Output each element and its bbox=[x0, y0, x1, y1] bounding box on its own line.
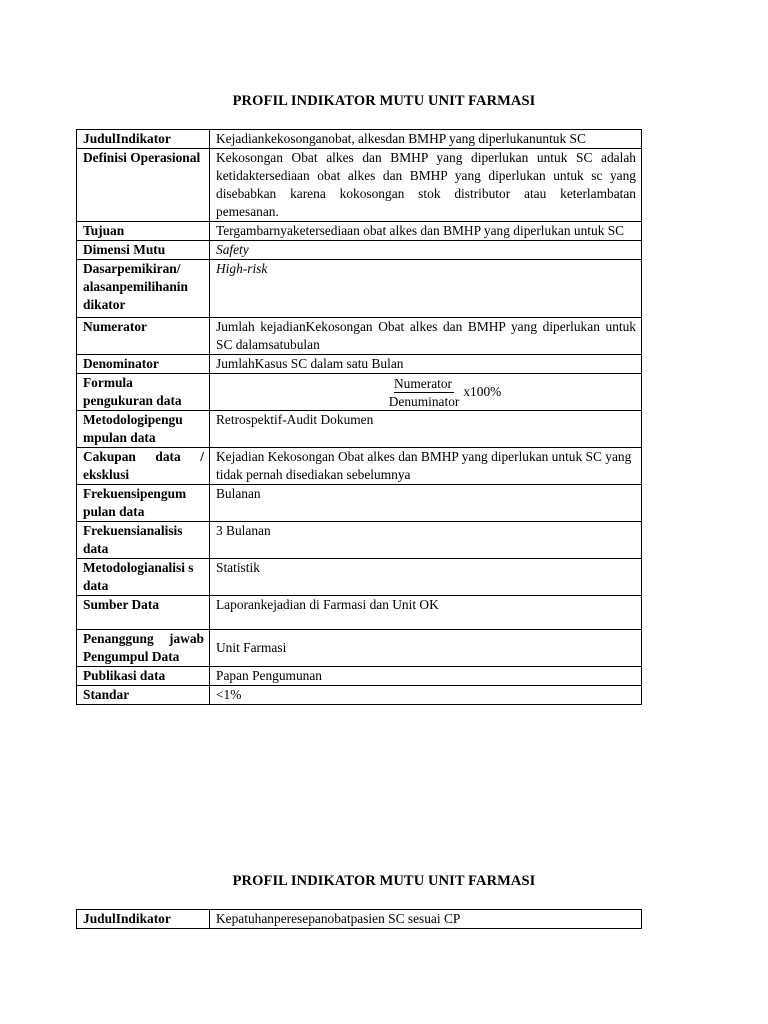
row-value: Safety bbox=[210, 241, 642, 260]
row-value: Retrospektif-Audit Dokumen bbox=[210, 411, 642, 448]
row-label: Metodologianalisi s data bbox=[77, 559, 210, 596]
table-row bbox=[77, 149, 642, 222]
table-row bbox=[77, 630, 642, 667]
row-label: Cakupan data / eksklusi bbox=[77, 448, 210, 485]
table-row bbox=[77, 667, 642, 686]
row-label: Dasarpemikiran/ alasanpemilihanin dikator bbox=[77, 260, 210, 318]
row-label: Dimensi Mutu bbox=[77, 241, 210, 260]
row-label: Tujuan bbox=[77, 222, 210, 241]
row-value: Jumlah kejadianKekosongan Obat alkes dan BMHP yang diperlukan untuk SC dalamsatubulan bbox=[210, 318, 642, 355]
formula-cell bbox=[210, 374, 642, 411]
row-label: Penanggung jawab Pengumpul Data bbox=[77, 630, 210, 667]
table-row bbox=[77, 485, 642, 522]
row-label: JudulIndikator bbox=[77, 910, 210, 929]
row-label: Formula pengukuran data bbox=[77, 374, 210, 411]
table-row bbox=[77, 355, 642, 374]
row-value: Tergambarnyaketersediaan obat alkes dan BMHP yang diperlukan untuk SC bbox=[210, 222, 642, 241]
row-label: Sumber Data bbox=[77, 596, 210, 630]
row-value: JumlahKasus SC dalam satu Bulan bbox=[210, 355, 642, 374]
row-value: Kejadiankekosonganobat, alkesdan BMHP yang diperlukanuntuk SC bbox=[210, 130, 642, 149]
table-row bbox=[77, 448, 642, 485]
row-value: Papan Pengumunan bbox=[210, 667, 642, 686]
table-row bbox=[77, 411, 642, 448]
table-row bbox=[77, 559, 642, 596]
row-label: JudulIndikator bbox=[77, 130, 210, 149]
table-row bbox=[77, 222, 642, 241]
row-value: Kejadian Kekosongan Obat alkes dan BMHP yang diperlukan untuk SC yang tidak pernah disediakan sebelumnya bbox=[210, 448, 642, 485]
indicator-profile-table bbox=[76, 129, 642, 705]
formula bbox=[216, 374, 636, 410]
row-value: Unit Farmasi bbox=[210, 630, 642, 667]
row-label: Denominator bbox=[77, 355, 210, 374]
row-label: Standar bbox=[77, 686, 210, 705]
table-row bbox=[77, 596, 642, 630]
row-value: Laporankejadian di Farmasi dan Unit OK bbox=[210, 596, 642, 630]
row-value: 3 Bulanan bbox=[210, 522, 642, 559]
table-row bbox=[77, 260, 642, 318]
fraction bbox=[389, 375, 460, 410]
table-row bbox=[77, 374, 642, 411]
table-row bbox=[77, 318, 642, 355]
row-label: Frekuensipengum pulan data bbox=[77, 485, 210, 522]
row-label: Metodologipengu mpulan data bbox=[77, 411, 210, 448]
row-label: Publikasi data bbox=[77, 667, 210, 686]
indicator-profile-table-2 bbox=[76, 909, 642, 929]
row-value: Statistik bbox=[210, 559, 642, 596]
page-title: PROFIL INDIKATOR MUTU UNIT FARMASI bbox=[232, 93, 536, 109]
page-title-2: PROFIL INDIKATOR MUTU UNIT FARMASI bbox=[232, 873, 536, 889]
row-value: High-risk bbox=[210, 260, 642, 318]
table-row bbox=[77, 686, 642, 705]
table-row bbox=[77, 910, 642, 929]
table-row bbox=[77, 130, 642, 149]
table-row bbox=[77, 522, 642, 559]
table-row bbox=[77, 241, 642, 260]
row-label: Definisi Operasional bbox=[77, 149, 210, 222]
row-value: Bulanan bbox=[210, 485, 642, 522]
row-label: Frekuensianalisis data bbox=[77, 522, 210, 559]
formula-numerator: Numerator bbox=[394, 375, 453, 391]
formula-denominator: Denuminator bbox=[388, 393, 460, 409]
row-value: Kekosongan Obat alkes dan BMHP yang diperlukan untuk SC adalah ketidaktersediaan obat alkes dan BMHP yang diperlukan untuk sc yang disebabkan karena kokosongan stok distributor atau keterlambatan pemesanan. bbox=[210, 149, 642, 222]
row-label: Numerator bbox=[77, 318, 210, 355]
formula-multiplier: x100% bbox=[463, 384, 502, 399]
row-value: <1% bbox=[210, 686, 642, 705]
row-value: Kepatuhanperesepanobatpasien SC sesuai CP bbox=[210, 910, 642, 929]
